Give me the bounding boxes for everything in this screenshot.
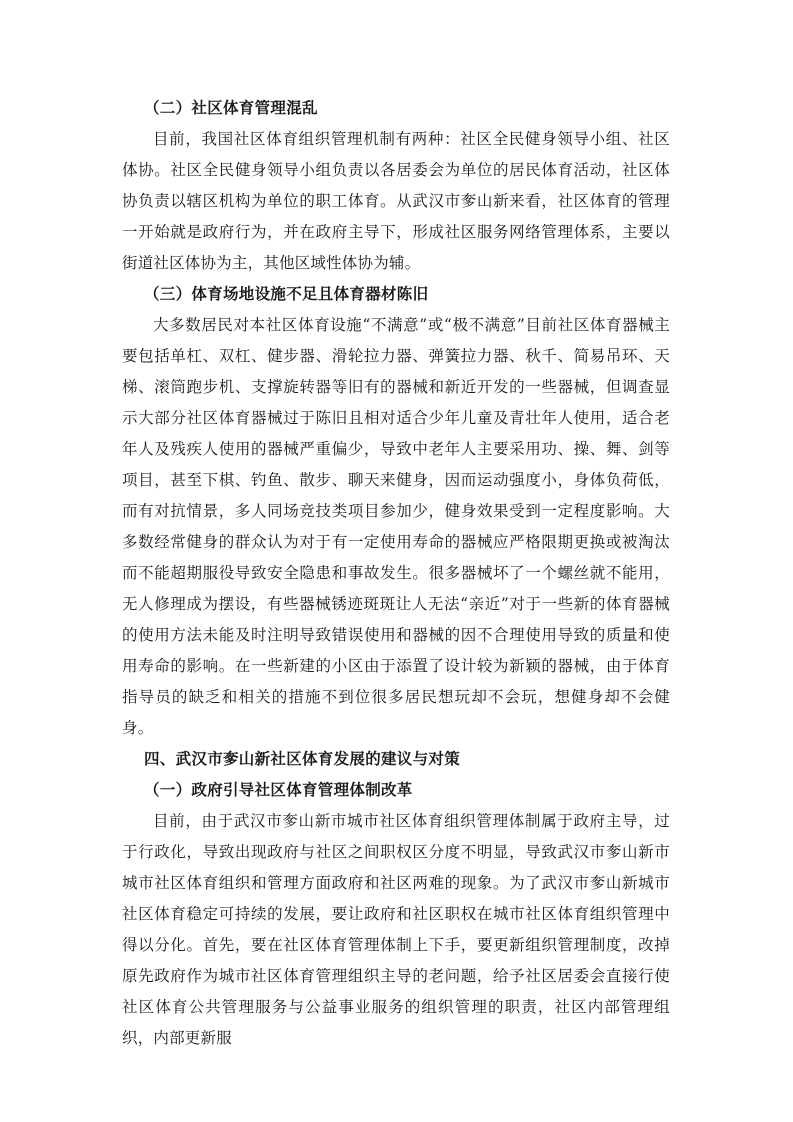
chapter-heading-suggestions: 四、武汉市奓山新社区体育发展的建议与对策 — [144, 750, 461, 768]
paragraph-management-chaos: 目前，我国社区体育组织管理机制有两种：社区全民健身领导小组、社区体协。社区全民健身领导小组负责以各居委会为单位的居民体育活动，社区体协负责以辖区机构为单位的职工体育。从武汉市奓山新来看，社区体育的管理一开始就是政府行为，并在政府主导下，形成社区服务网络管理体系，主要以街道社区体协为主，其他区域性体协为辅。 — [122, 130, 670, 272]
section-heading-facilities: （三）体育场地设施不足且体育器材陈旧 — [144, 285, 429, 303]
document-body — [122, 93, 670, 1054]
section-heading-management-chaos: （二）社区体育管理混乱 — [144, 99, 318, 117]
paragraph-reform: 目前，由于武汉市奓山新市城市社区体育组织管理体制属于政府主导，过于行政化，导致出现政府与社区之间职权区分度不明显，导致武汉市奓山新市城市社区体育组织和管理方面政府和社区两难的现象。为了武汉市奓山新城市社区体育稳定可持续的发展，要让政府和社区职权在城市社区体育组织管理中得以分化。首先，要在社区体育管理体制上下手，要更新组织管理制度，改掉原先政府作为城市社区体育管理组织主导的老问题，给予社区居委会直接行使社区体育公共管理服务与公益事业服务的组织管理的职责，社区内部管理组织，内部更新服 — [122, 812, 670, 1047]
paragraph-facilities: 大多数居民对本社区体育设施“不满意”或“极不满意”目前社区体育器械主要包括单杠、双杠、健步器、滑轮拉力器、弹簧拉力器、秋千、简易吊环、天梯、滚筒跑步机、支撑旋转器等旧有的器械和新近开发的一些器械，但调查显示大部分社区体育器械过于陈旧且相对适合少年儿童及青壮年人使用，适合老年人及残疾人使用的器械严重偏少，导致中老年人主要采用功、操、舞、剑等项目，甚至下棋、钓鱼、散步、聊天来健身，因而运动强度小，身体负荷低，而有对抗情景，多人同场竞技类项目参加少，健身效果受到一定程度影响。大多数经常健身的群众认为对于有一定使用寿命的器械应严格限期更换或被淘汰而不能超期服役导致安全隐患和事故发生。很多器械坏了一个螺丝就不能用，无人修理成为摆设，有些器械锈迹斑斑让人无法“亲近”对于一些新的体育器械的使用方法未能及时注明导致错误使用和器械的因不合理使用导致的质量和使用寿命的影响。在一些新建的小区由于添置了设计较为新颖的器械，由于体育指导员的缺乏和相关的措施不到位很多居民想玩却不会玩，想健身却不会健身。 — [122, 316, 670, 737]
section-heading-reform: （一）政府引导社区体育管理体制改革 — [144, 781, 413, 799]
